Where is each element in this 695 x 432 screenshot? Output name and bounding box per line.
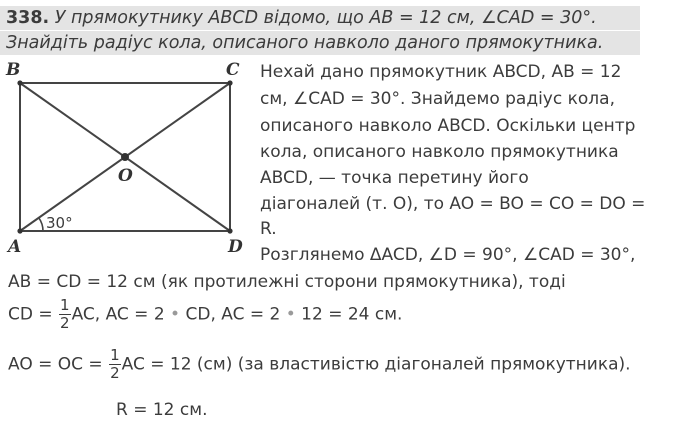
answer-line: R = 12 см. bbox=[116, 400, 208, 420]
eq2-rest: AC = 12 (см) (за властивістю діагоналей прямокутника). bbox=[121, 354, 631, 375]
problem-text-1: У прямокутнику ABCD відомо, що AB = 12 см, ∠CAD = 30°. bbox=[54, 8, 597, 28]
eq1-frac-num: 1 bbox=[60, 296, 70, 314]
angle-arc bbox=[39, 218, 43, 231]
solution-line-4: кола, описаного навколо прямокутника bbox=[260, 142, 619, 162]
vertex-label-c: C bbox=[226, 60, 240, 80]
problem-number: 338. bbox=[6, 8, 50, 28]
vertex-b-point bbox=[17, 80, 22, 85]
vertex-label-d: D bbox=[228, 237, 243, 257]
vertex-d-point bbox=[227, 228, 232, 233]
eq1-fraction bbox=[59, 298, 71, 331]
eq2-frac-num: 1 bbox=[110, 346, 120, 364]
eq1-lhs: CD = bbox=[8, 304, 59, 325]
center-label-o: O bbox=[118, 166, 133, 186]
solution-line-7: R. bbox=[260, 219, 277, 239]
eq1-frac-den: 2 bbox=[60, 314, 70, 332]
eq1-dot-2: • bbox=[285, 304, 296, 325]
eq2-fraction bbox=[109, 348, 121, 381]
equation-2 bbox=[8, 348, 631, 381]
eq2-frac-den: 2 bbox=[110, 364, 120, 382]
angle-label: 30° bbox=[46, 214, 73, 232]
vertex-a-point bbox=[17, 228, 22, 233]
equation-1 bbox=[8, 298, 402, 331]
eq1-dot-1: • bbox=[170, 304, 181, 325]
solution-line-6: діагоналей (т. О), то AO = BO = CO = DO = bbox=[260, 194, 646, 214]
center-o-point bbox=[121, 153, 129, 161]
solution-line-1: Нехай дано прямокутник ABCD, AB = 12 bbox=[260, 62, 622, 82]
solution-line-2: см, ∠CAD = 30°. Знайдемо радіус кола, bbox=[260, 89, 615, 109]
solution-line-9: AB = CD = 12 см (як протилежні сторони прямокутника), тоді bbox=[8, 272, 566, 292]
vertex-label-b: B bbox=[6, 60, 21, 80]
vertex-label-a: A bbox=[8, 237, 22, 257]
eq2-lhs: AO = OC = bbox=[8, 354, 109, 375]
vertex-c-point bbox=[227, 80, 232, 85]
solution-line-3: описаного навколо ABCD. Оскільки центр bbox=[260, 116, 636, 136]
eq1-rest-a: AC, AC = 2 bbox=[71, 304, 171, 325]
eq1-rest-b: CD, AC = 2 bbox=[180, 304, 286, 325]
problem-text-2: Знайдіть радіус кола, описаного навколо даного прямокутника. bbox=[6, 33, 604, 53]
solution-line-5: ABCD, — точка перетину його bbox=[260, 168, 529, 188]
eq1-rest-c: 12 = 24 см. bbox=[295, 304, 403, 325]
solution-line-8: Розглянемо ΔACD, ∠D = 90°, ∠CAD = 30°, bbox=[260, 245, 636, 265]
